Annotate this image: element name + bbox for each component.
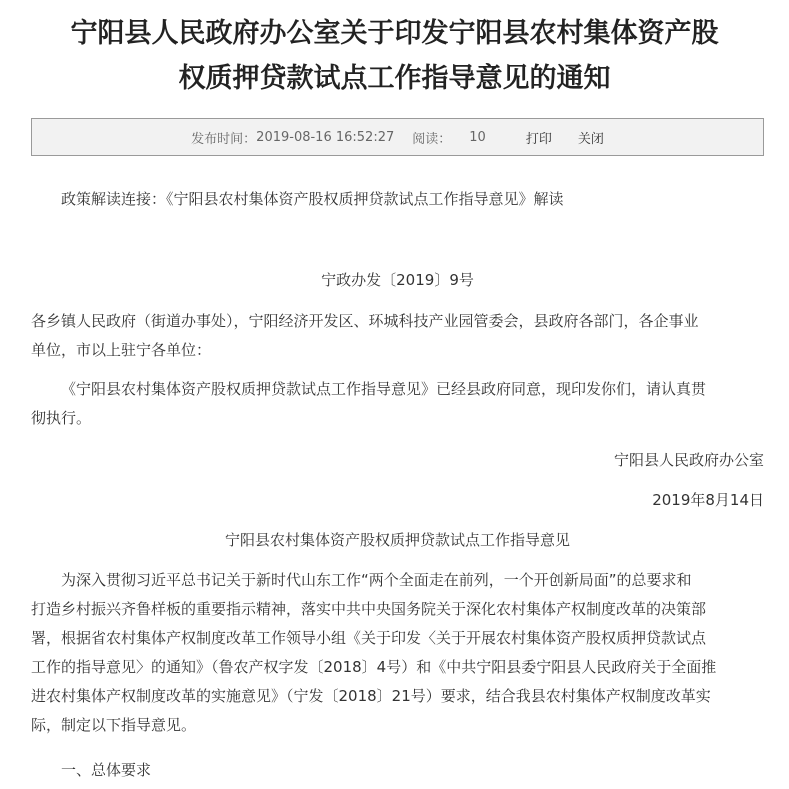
policy-interpretation-row	[61, 185, 564, 214]
close-button[interactable]: 关闭	[577, 131, 604, 147]
article-meta-bar	[31, 118, 764, 156]
addressee-line-1: 各乡镇人民政府（街道办事处），宁阳经济开发区、环城科技产业园管委会，县政府各部门，各企事业	[31, 312, 699, 330]
intro-paragraph-line-4: 工作的指导意见〉的通知》（鲁农产权字发〔2018〕4号）和《中共宁阳县委宁阳县人民政府关于全面推	[31, 658, 717, 676]
issue-date: 2019年8月14日	[652, 491, 764, 509]
article-title-line-1: 宁阳县人民政府办公室关于印发宁阳县农村集体资产股	[70, 18, 719, 49]
article-title-line-2: 权质押贷款试点工作指导意见的通知	[178, 63, 611, 94]
notice-body-line-1: 《宁阳县农村集体资产股权质押贷款试点工作指导意见》已经县政府同意，现印发你们，请认真贯	[61, 380, 707, 398]
read-count-label: 阅读：	[412, 131, 452, 147]
attachment-title: 宁阳县农村集体资产股权质押贷款试点工作指导意见	[224, 531, 570, 549]
publish-time-label: 发布时间：	[191, 131, 257, 147]
intro-paragraph-line-3: 署，根据省农村集体产权制度改革工作领导小组《关于印发〈关于开展农村集体资产股权质押贷款试点	[31, 629, 707, 647]
print-button[interactable]: 打印	[525, 131, 552, 147]
intro-paragraph-line-2: 打造乡村振兴齐鲁样板的重要指示精神，落实中共中央国务院关于深化农村集体产权制度改革的决策部	[31, 600, 707, 618]
read-count-value: 10	[469, 129, 486, 145]
intro-paragraph-line-6: 际，制定以下指导意见。	[31, 716, 197, 734]
publish-time-value: 2019-08-16 16:52:27	[256, 129, 395, 145]
issuer-signature: 宁阳县人民政府办公室	[613, 451, 764, 469]
policy-interpretation-label: 政策解读连接：	[61, 190, 167, 208]
intro-paragraph-line-1: 为深入贯彻习近平总书记关于新时代山东工作“两个全面走在前列，一个开创新局面”的总要求和	[61, 571, 692, 589]
section-heading-general-requirements: 一、总体要求	[61, 761, 152, 779]
addressee-line-2: 单位，市以上驻宁各单位：	[31, 341, 212, 359]
policy-interpretation-link[interactable]: 《宁阳县农村集体资产股权质押贷款试点工作指导意见》解读	[166, 190, 564, 208]
intro-paragraph-line-5: 进农村集体产权制度改革的实施意见》（宁发〔2018〕21号）要求，结合我县农村集体产权制度改革实	[31, 687, 711, 705]
notice-body-line-2: 彻执行。	[31, 409, 92, 427]
document-number: 宁政办发〔2019〕9号	[321, 271, 474, 289]
